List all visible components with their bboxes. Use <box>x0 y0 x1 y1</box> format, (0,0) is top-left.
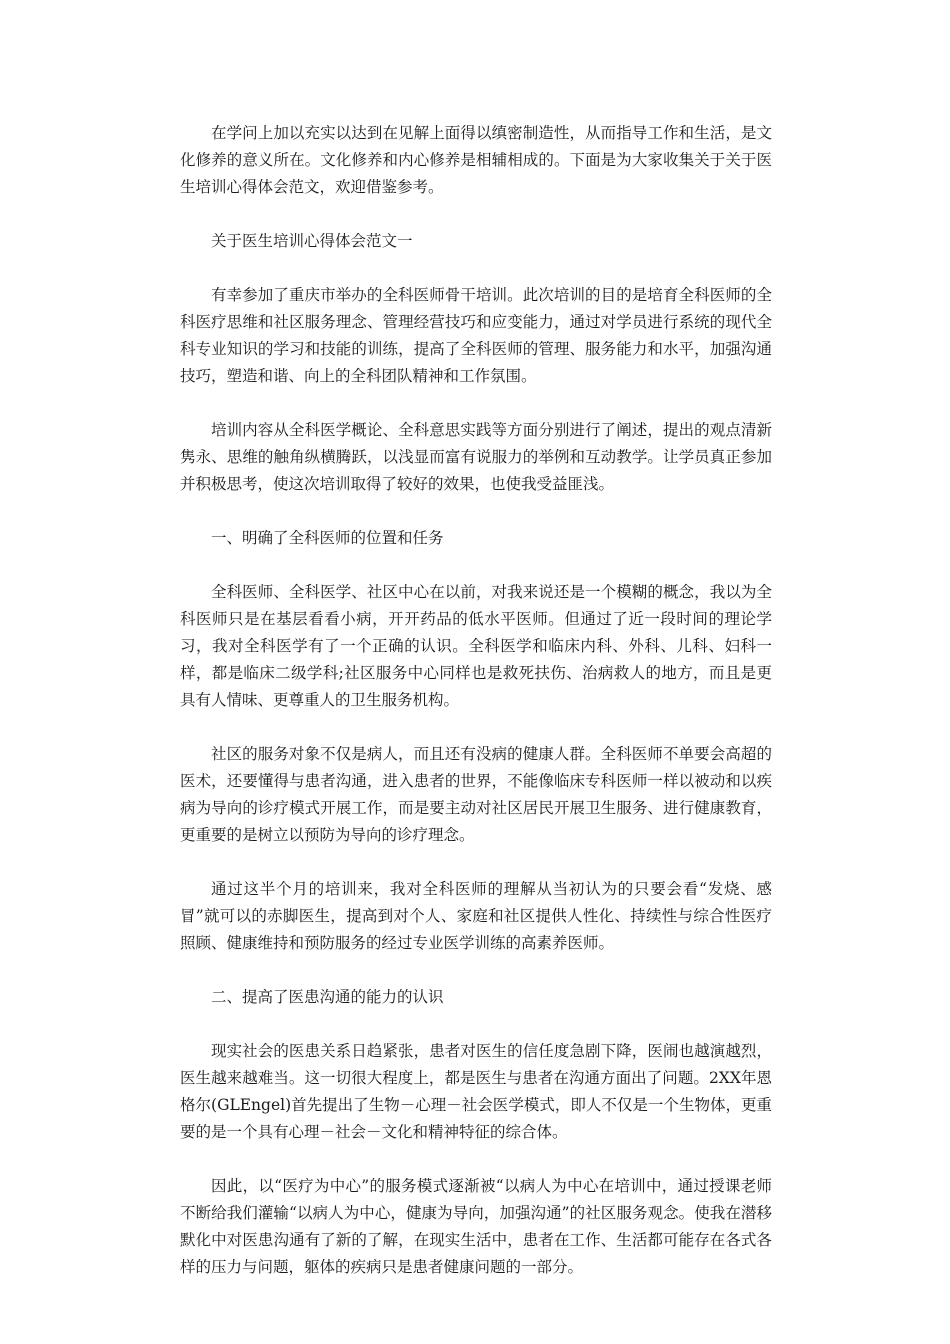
paragraph-5: 通过这半个月的培训来，我对全科医师的理解从当初认为的只要会看“发烧、感冒”就可以的赤脚医生，提高到对个人、家庭和社区提供人性化、持续性与综合性医疗照顾、健康维持和预防服务的经过专业医学训练的高素养医师。 <box>180 880 772 952</box>
paragraph-3: 全科医师、全科医学、社区中心在以前，对我来说还是一个模糊的概念，我以为全科医师只是在基层看看小病，开开药品的低水平医师。但通过了近一段时间的理论学习，我对全科医学有了一个正确的认识。全科医学和临床内科、外科、儿科、妇科一样，都是临床二级学科;社区服务中心同样也是救死扶伤、治病救人的地方，而且是更具有人情味、更尊重人的卫生服务机构。 <box>180 583 772 709</box>
paragraph-6: 现实社会的医患关系日趋紧张，患者对医生的信任度急剧下降，医闹也越演越烈，医生越来越难当。这一切很大程度上，都是医生与患者在沟通方面出了问题。2XX年恩格尔(GLEngel)首先提出了生物－心理－社会医学模式，即人不仅是一个生物体，更重要的是一个具有心理－社会－文化和精神特征的综合体。 <box>180 1042 772 1141</box>
paragraph-7: 因此，以“医疗为中心”的服务模式逐渐被“以病人为中心在培训中，通过授课老师不断给我们灌输“以病人为中心，健康为导向，加强沟通”的社区服务观念。使我在潜移默化中对医患沟通有了新的了解，在现实生活中，患者在工作、生活都可能存在各式各样的压力与问题，躯体的疾病只是患者健康问题的一部分。 <box>180 1177 772 1276</box>
section-heading-1: 一、明确了全科医师的位置和任务 <box>211 529 444 547</box>
section-heading-2: 二、提高了医患沟通的能力的认识 <box>211 988 444 1006</box>
paragraph-1: 有幸参加了重庆市举办的全科医师骨干培训。此次培训的目的是培育全科医师的全科医疗思维和社区服务理念、管理经营技巧和应变能力，通过对学员进行系统的现代全科专业知识的学习和技能的训练，提高了全科医师的管理、服务能力和水平，加强沟通技巧，塑造和谐、向上的全科团队精神和工作氛围。 <box>180 286 772 385</box>
paragraph-2: 培训内容从全科医学概论、全科意思实践等方面分别进行了阐述，提出的观点清新隽永、思维的触角纵横腾跃，以浅显而富有说服力的举例和互动教学。让学员真正参加并积极思考，使这次培训取得了较好的效果，也使我受益匪浅。 <box>180 421 772 493</box>
document-body <box>180 120 772 1308</box>
document-title: 关于医生培训心得体会范文一 <box>211 232 413 250</box>
paragraph-4: 社区的服务对象不仅是病人，而且还有没病的健康人群。全科医师不单要会高超的医术，还要懂得与患者沟通，进入患者的世界，不能像临床专科医师一样以被动和以疾病为导向的诊疗模式开展工作，而是要主动对社区居民开展卫生服务、进行健康教育，更重要的是树立以预防为导向的诊疗理念。 <box>180 745 772 844</box>
intro-paragraph: 在学问上加以充实以达到在见解上面得以缜密制造性，从而指导工作和生活，是文化修养的意义所在。文化修养和内心修养是相辅相成的。下面是为大家收集关于关于医生培训心得体会范文，欢迎借鉴参考。 <box>180 124 772 196</box>
